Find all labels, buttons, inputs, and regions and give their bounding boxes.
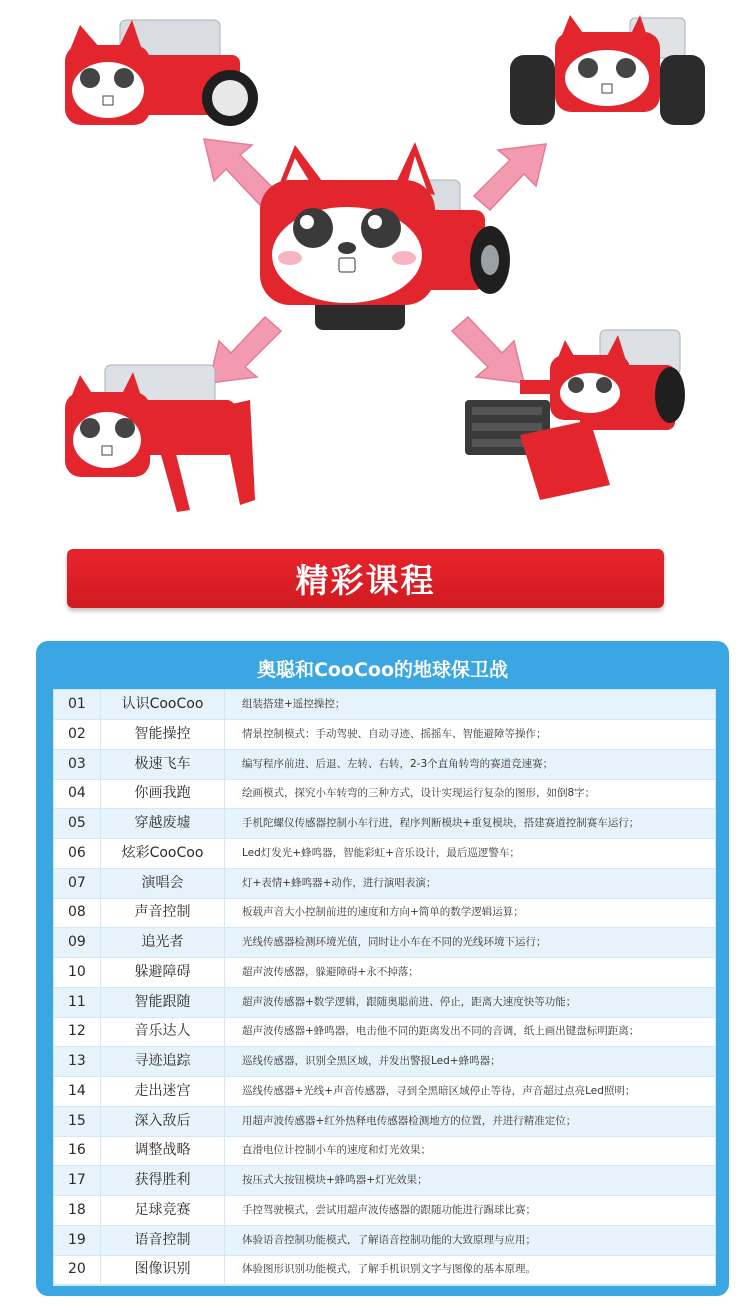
- course-description: 巡线传感器+光线+声音传感器，寻到全黑暗区域停止等待，声音超过点亮Led照明；: [242, 1084, 636, 1097]
- course-number: 08: [68, 904, 86, 921]
- table-row: [54, 809, 715, 839]
- course-description: 绘画模式，探究小车转弯的三种方式，设计实现运行复杂的图形，如倒8字；: [242, 787, 596, 800]
- course-number: 05: [68, 815, 86, 831]
- course-name: 认识CooCoo: [100, 690, 225, 719]
- course-description: 光线传感器检测环境光值，同时让小车在不同的光线环境下运行；: [242, 936, 547, 948]
- course-description: 超声波传感器+蜂鸣器，电击他不同的距离发出不同的音调，纸上画出键盘标明距离；: [242, 1025, 640, 1038]
- robot-tracked-image: [510, 10, 710, 140]
- course-description: 灯+表情+蜂鸣器+动作，进行演唱表演；: [242, 876, 437, 889]
- course-number: 12: [68, 1023, 86, 1040]
- course-description: 直滑电位计控制小车的速度和灯光效果；: [242, 1144, 431, 1157]
- course-description: 体验图形识别功能模式，了解手机识别文字与图像的基本原理。: [242, 1263, 536, 1276]
- course-table: [53, 689, 716, 1286]
- table-row: [54, 1255, 715, 1285]
- course-name: 你画我跑: [100, 779, 225, 808]
- table-row: [54, 720, 715, 750]
- course-number: 09: [68, 934, 86, 950]
- table-row: [54, 928, 715, 958]
- course-name: 穿越废墟: [100, 809, 225, 838]
- course-description: 超声波传感器+数学逻辑，跟随奥聪前进、停止，距离大速度快等功能；: [242, 995, 577, 1008]
- course-description: 编写程序前进、后退、左转、右转，2-3个直角转弯的赛道竞速赛；: [242, 757, 554, 770]
- table-row: [54, 839, 715, 869]
- table-row: [54, 898, 715, 928]
- course-name: 走出迷宫: [100, 1077, 225, 1106]
- table-row: [54, 1107, 715, 1137]
- robot-legged-image: [65, 360, 265, 520]
- course-number: 07: [68, 874, 86, 891]
- table-row: [54, 779, 715, 809]
- course-description: Led灯发光+蜂鸣器，智能彩虹+音乐设计，最后巡逻警车；: [242, 846, 520, 859]
- course-description: 情景控制模式：手动驾驶、自动寻迹、摇摇车、智能避障等操作；: [242, 727, 547, 740]
- hero-illustration: [0, 0, 750, 540]
- table-row: [54, 1047, 715, 1077]
- course-number: 14: [68, 1082, 86, 1099]
- table-row: [54, 1166, 715, 1196]
- course-name: 寻迹追踪: [100, 1047, 225, 1076]
- course-name: 获得胜利: [100, 1166, 225, 1195]
- robot-forklift-image: [460, 325, 700, 510]
- course-number: 13: [68, 1053, 86, 1069]
- course-name: 炫彩CooCoo: [100, 839, 225, 868]
- section-title: 精彩课程: [295, 561, 436, 600]
- table-row: [54, 690, 715, 720]
- table-row: [54, 1077, 715, 1107]
- course-title: 奥聪和CooCoo的地球保卫战: [256, 659, 509, 681]
- table-row: [54, 1136, 715, 1166]
- course-number: 06: [68, 844, 86, 861]
- course-number: 17: [68, 1172, 86, 1188]
- course-name: 智能操控: [100, 720, 225, 749]
- course-number: 16: [68, 1142, 86, 1159]
- course-name: 音乐达人: [100, 1017, 225, 1046]
- course-number: 01: [68, 696, 86, 712]
- table-row: [54, 988, 715, 1018]
- course-number: 18: [68, 1201, 86, 1218]
- course-number: 15: [68, 1112, 86, 1129]
- course-name: 图像识别: [100, 1255, 225, 1284]
- course-name: 演唱会: [100, 869, 225, 898]
- course-number: 10: [68, 963, 86, 980]
- table-row: [54, 869, 715, 899]
- section-banner: [67, 549, 664, 608]
- robot-wheeled-image: [60, 10, 260, 140]
- table-row: [54, 958, 715, 988]
- course-description: 体验语音控制功能模式，了解语音控制功能的大致原理与应用；: [242, 1233, 536, 1246]
- course-name: 躲避障碍: [100, 958, 225, 987]
- table-row: [54, 1017, 715, 1047]
- course-name: 语音控制: [100, 1226, 225, 1255]
- course-number: 04: [68, 785, 86, 802]
- course-number: 19: [68, 1231, 86, 1248]
- course-name: 足球竞赛: [100, 1196, 225, 1225]
- course-description: 用超声波传感器+红外热释电传感器检测地方的位置，并进行精准定位；: [242, 1114, 577, 1127]
- course-description: 按压式大按钮模块+蜂鸣器+灯光效果；: [242, 1174, 428, 1186]
- table-row: [54, 1226, 715, 1256]
- course-number: 11: [68, 993, 86, 1010]
- course-name: 深入敌后: [100, 1107, 225, 1136]
- course-name: 调整战略: [100, 1136, 225, 1165]
- course-name: 追光者: [100, 928, 225, 957]
- table-row: [54, 750, 715, 780]
- course-number: 02: [68, 725, 86, 742]
- course-name: 智能跟随: [100, 988, 225, 1017]
- course-description: 组装搭建+遥控操控；: [242, 698, 346, 710]
- table-row: [54, 1196, 715, 1226]
- course-number: 03: [68, 755, 86, 772]
- course-number: 20: [68, 1261, 86, 1278]
- course-description: 巡线传感器，识别全黑区域，并发出警报Led+蜂鸣器；: [242, 1055, 501, 1067]
- course-description: 超声波传感器，躲避障碍+永不掉落；: [242, 965, 419, 978]
- robot-center-image: [255, 140, 515, 340]
- course-description: 手机陀螺仪传感器控制小车行进，程序判断模块+重复模块，搭建赛道控制赛车运行；: [242, 817, 640, 829]
- course-description: 手控驾驶模式，尝试用超声波传感器的跟随功能进行踢球比赛；: [242, 1203, 536, 1216]
- course-name: 极速飞车: [100, 750, 225, 779]
- course-description: 板载声音大小控制前进的速度和方向+简单的数学逻辑运算；: [242, 906, 524, 919]
- course-panel: [36, 641, 729, 1296]
- course-name: 声音控制: [100, 898, 225, 927]
